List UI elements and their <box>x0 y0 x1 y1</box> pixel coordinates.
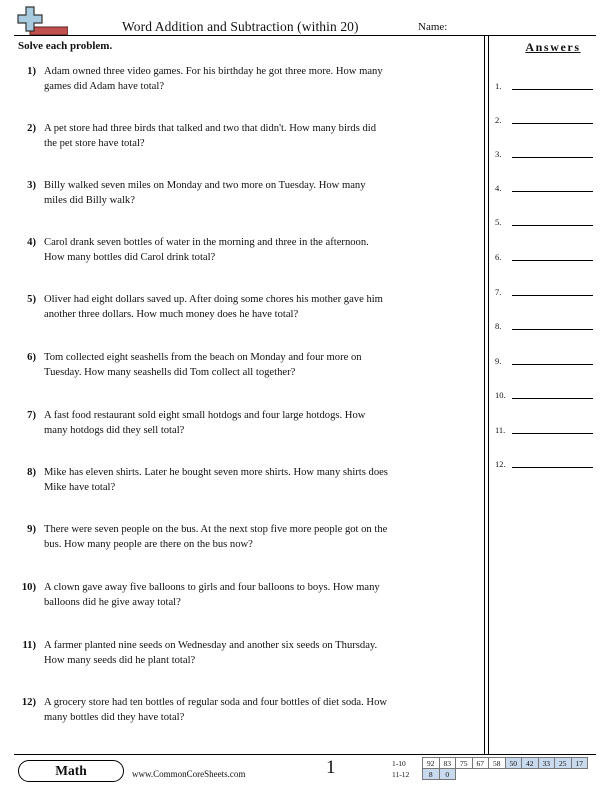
problem-number: 10) <box>21 582 36 593</box>
answer-line <box>512 329 593 330</box>
answers-heading: Answers <box>525 40 581 54</box>
problem-number: 6) <box>27 352 36 363</box>
answer-number: 2. <box>495 115 502 125</box>
answer-blank[interactable] <box>495 214 595 230</box>
header-divider <box>14 35 596 36</box>
answer-blank[interactable] <box>495 146 595 162</box>
answer-blank[interactable] <box>495 112 595 128</box>
problem-text: Carol drank seven bottles of water in the morning and three in the afternoon. How many bottles did Carol drink total? <box>44 237 369 263</box>
problem-text: Adam owned three video games. For his birthday he got three more. How many games did Adam have total? <box>44 66 383 92</box>
answer-line <box>512 433 593 434</box>
problem-text: A fast food restaurant sold eight small hotdogs and four large hotdogs. How many hotdogs did they sell total? <box>44 410 366 436</box>
answer-line <box>512 467 593 468</box>
problem-number: 1) <box>27 66 36 77</box>
problem-text: A grocery store had ten bottles of regular soda and four bottles of diet soda. How many bottles did they have total? <box>44 697 388 723</box>
answer-number: 6. <box>495 252 502 262</box>
problem-text: Oliver had eight dollars saved up. After doing some chores his mother gave him another three dollars. How much money does he have total? <box>44 294 383 320</box>
problem-number: 12) <box>21 697 36 708</box>
answer-line <box>512 157 593 158</box>
answer-blank[interactable] <box>495 353 595 369</box>
website-url: www.CommonCoreSheets.com <box>132 769 246 779</box>
problem-text: There were seven people on the bus. At the next stop five more people got on the bus. How many people are there on the bus now? <box>44 524 388 550</box>
score-row <box>392 769 588 780</box>
score-cell: 92 <box>423 758 440 769</box>
problem-text: Tom collected eight seashells from the beach on Monday and four more on Tuesday. How many seashells did Tom collect all together? <box>44 352 362 378</box>
answer-blank[interactable] <box>495 180 595 196</box>
math-logo-icon <box>16 6 68 36</box>
score-cell: 25 <box>555 758 572 769</box>
subject-badge: Math <box>18 760 124 782</box>
problem-number: 4) <box>27 237 36 248</box>
score-cell: 0 <box>439 769 456 780</box>
answer-number: 8. <box>495 321 502 331</box>
answer-line <box>512 191 593 192</box>
answer-line <box>512 225 593 226</box>
answer-line <box>512 260 593 261</box>
answer-blank[interactable] <box>495 249 595 265</box>
answer-line <box>512 123 593 124</box>
problem-number: 9) <box>27 524 36 535</box>
answer-number: 10. <box>495 390 506 400</box>
score-cell: 17 <box>571 758 588 769</box>
answer-number: 9. <box>495 356 502 366</box>
problem-text: Mike has eleven shirts. Later he bought seven more shirts. How many shirts does Mike have total? <box>44 467 388 493</box>
answer-number: 4. <box>495 183 502 193</box>
answer-line <box>512 364 593 365</box>
answer-line <box>512 295 593 296</box>
score-cell: 75 <box>456 758 473 769</box>
answer-number: 1. <box>495 81 502 91</box>
problem-number: 11) <box>22 640 36 651</box>
problem-text: Billy walked seven miles on Monday and two more on Tuesday. How many miles did Billy walk? <box>44 180 366 206</box>
answer-blank[interactable] <box>495 422 595 438</box>
score-cell: 58 <box>489 758 506 769</box>
name-label: Name: <box>418 21 448 33</box>
score-cell: 83 <box>439 758 456 769</box>
score-cell: 42 <box>522 758 539 769</box>
score-row-label: 11-12 <box>392 769 410 779</box>
instructions: Solve each problem. <box>18 40 113 52</box>
answer-number: 7. <box>495 287 502 297</box>
problem-number: 5) <box>27 294 36 305</box>
problem-number: 7) <box>27 410 36 421</box>
answer-blank[interactable] <box>495 387 595 403</box>
problem-text: A pet store had three birds that talked and two that didn't. How many birds did the pet store have total? <box>44 123 377 149</box>
page-number: 1 <box>326 757 336 778</box>
worksheet-title: Word Addition and Subtraction (within 20) <box>122 19 359 34</box>
footer-divider <box>14 754 596 755</box>
answer-number: 5. <box>495 217 502 227</box>
answer-line <box>512 89 593 90</box>
answer-blank[interactable] <box>495 318 595 334</box>
problem-text: A clown gave away five balloons to girls and four balloons to boys. How many balloons did he give away total? <box>44 582 380 608</box>
answer-number: 11. <box>495 425 506 435</box>
answer-line <box>512 398 593 399</box>
answer-blank[interactable] <box>495 78 595 94</box>
answer-blank[interactable] <box>495 284 595 300</box>
problem-number: 3) <box>27 180 36 191</box>
score-cell: 33 <box>538 758 555 769</box>
problem-text: A farmer planted nine seeds on Wednesday and another six seeds on Thursday. How many seeds did he plant total? <box>44 640 378 666</box>
problem-number: 8) <box>27 467 36 478</box>
answer-column-divider <box>488 36 489 754</box>
score-cell: 67 <box>472 758 489 769</box>
score-row <box>392 758 588 769</box>
answer-blank[interactable] <box>495 456 595 472</box>
score-table <box>392 757 588 780</box>
score-cell: 8 <box>423 769 440 780</box>
score-row-label: 1-10 <box>392 758 406 768</box>
score-cell: 50 <box>505 758 522 769</box>
answer-number: 12. <box>495 459 506 469</box>
answer-number: 3. <box>495 149 502 159</box>
answer-column-divider <box>484 36 485 754</box>
problem-number: 2) <box>27 123 36 134</box>
